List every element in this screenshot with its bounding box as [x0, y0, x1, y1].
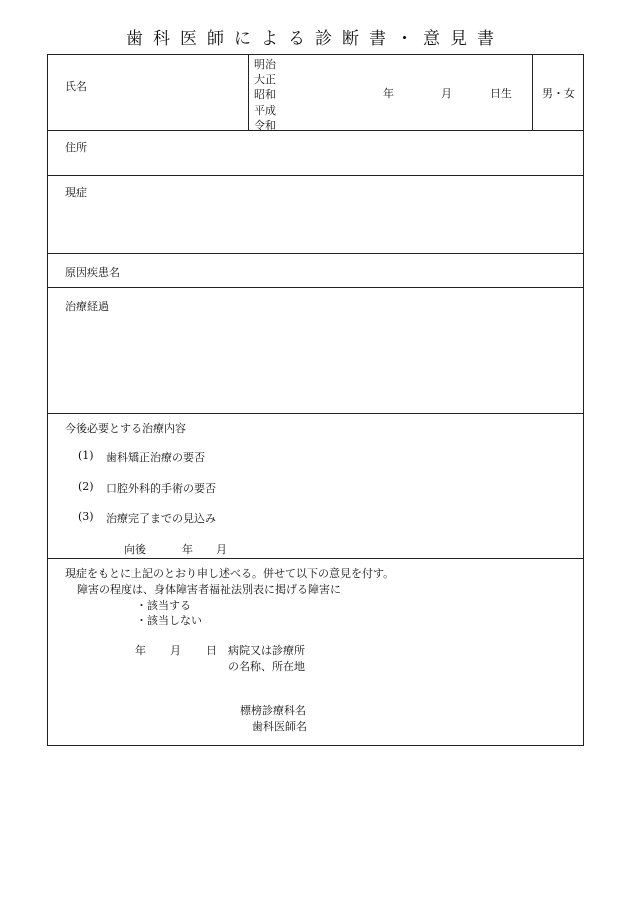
cause-label: 原因疾患名	[65, 266, 120, 279]
era-list	[254, 57, 276, 133]
opinion-row	[48, 559, 583, 745]
birth-year-label: 年	[383, 87, 394, 100]
outlook-label: 向後	[124, 543, 146, 556]
item-1-text: 歯科矯正治療の要否	[106, 451, 205, 464]
hospital-label-1: 病院又は診療所	[228, 644, 305, 657]
option-not-applicable: ・該当しない	[136, 614, 202, 627]
future-treatment-label: 今後必要とする治療内容	[65, 422, 186, 435]
era-reiwa: 令和	[254, 118, 276, 132]
sex-options: 男・女	[542, 87, 575, 100]
symptoms-row	[48, 176, 583, 254]
item-2-text: 口腔外科的手術の要否	[106, 482, 216, 495]
symptoms-label: 現症	[65, 186, 87, 199]
opinion-line-2: 障害の程度は、身体障害者福祉法別表に掲げる障害に	[77, 583, 341, 596]
era-taisho: 大正	[254, 73, 276, 87]
document-title: 歯科医師による診断書・意見書	[126, 29, 504, 49]
department-label: 標榜診療科名	[240, 704, 306, 717]
treatment-course-label: 治療経過	[65, 300, 109, 313]
era-meiji: 明治	[254, 58, 276, 71]
dentist-name-label: 歯科医師名	[252, 720, 307, 733]
item-1-num: (1)	[78, 449, 94, 462]
hospital-label-2: の名称、所在地	[228, 660, 305, 673]
treatment-course-row	[48, 288, 583, 414]
future-treatment-row	[48, 414, 583, 559]
outlook-month: 月	[216, 543, 227, 556]
birth-day-label: 日生	[490, 87, 512, 100]
item-3-text: 治療完了までの見込み	[106, 512, 216, 525]
name-divider	[248, 55, 249, 130]
date-day: 日	[206, 644, 217, 657]
outlook-year: 年	[182, 543, 193, 556]
name-label: 氏名	[65, 80, 87, 93]
cause-row	[48, 254, 583, 288]
item-3-num: (3)	[78, 510, 94, 523]
opinion-line-1: 現症をもとに上記のとおり申し述べる。併せて以下の意見を付す。	[65, 567, 395, 580]
date-month: 月	[170, 644, 181, 657]
era-heisei: 平成	[254, 103, 276, 117]
item-2-num: (2)	[78, 480, 94, 493]
name-row	[48, 55, 583, 131]
address-row	[48, 131, 583, 176]
address-label: 住所	[65, 141, 87, 154]
option-applicable: ・該当する	[136, 599, 191, 612]
date-year: 年	[135, 644, 146, 657]
birth-month-label: 月	[441, 87, 452, 100]
diagnosis-form	[47, 54, 584, 746]
sex-divider	[532, 55, 533, 130]
era-showa: 昭和	[254, 88, 276, 102]
